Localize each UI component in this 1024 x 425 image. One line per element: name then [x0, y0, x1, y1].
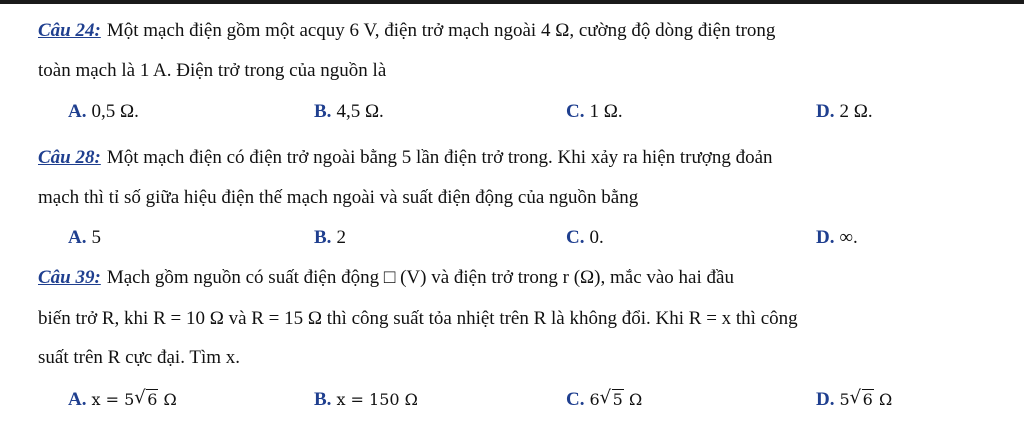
q24-option-b — [314, 100, 384, 124]
math-suffix: Ω — [158, 390, 177, 409]
option-letter: D. — [816, 389, 835, 410]
q39-line2: biến trở R, khi R = 10 Ω và R = 15 Ω thì công suất tỏa nhiệt trên R là không đổi. Khi R = x thì công — [38, 308, 798, 329]
option-letter: C. — [566, 101, 585, 122]
q28-line1 — [38, 146, 773, 170]
math-prefix: 5 — [839, 390, 850, 409]
option-letter: B. — [314, 389, 332, 410]
q28-option-c — [566, 226, 604, 250]
option-letter: B. — [314, 227, 332, 248]
q24-text1: Một mạch điện gồm một acquy 6 V, điện trở mạch ngoài 4 Ω, cường độ dòng điện trong — [106, 20, 776, 41]
option-math — [839, 390, 892, 409]
option-text: 2 — [336, 227, 346, 248]
math-prefix: x = 5 — [91, 390, 135, 409]
q24-option-d — [816, 100, 873, 124]
radicand: 6 — [147, 390, 158, 409]
math-suffix: Ω — [873, 390, 893, 409]
sqrt-sign — [850, 388, 874, 412]
q24-line2: toàn mạch là 1 A. Điện trở trong của nguồn là — [38, 60, 387, 81]
option-letter: D. — [816, 227, 835, 248]
option-letter: A. — [68, 101, 87, 122]
q28-option-d — [816, 226, 858, 250]
q39-text1: Mạch gồm nguồn có suất điện động □ (V) và điện trở trong r (Ω), mắc vào hai đầu — [106, 267, 734, 288]
option-letter: A. — [68, 227, 87, 248]
option-letter: C. — [566, 389, 585, 410]
q39-option-d — [816, 388, 892, 412]
option-math — [91, 390, 176, 409]
option-text: ∞. — [839, 227, 858, 248]
math-suffix: Ω — [623, 390, 643, 409]
math-prefix: 6 — [589, 390, 600, 409]
radicand: 5 — [612, 390, 623, 409]
q28-option-a — [68, 226, 101, 250]
q39-option-a — [68, 388, 177, 412]
option-text: 5 — [91, 227, 101, 248]
option-letter: D. — [816, 101, 835, 122]
q39-line3: suất trên R cực đại. Tìm x. — [38, 347, 241, 368]
q28-text1: Một mạch điện có điện trở ngoài bằng 5 lần điện trở trong. Khi xảy ra hiện trượng đoản — [106, 147, 773, 168]
q39-line1 — [38, 266, 734, 290]
q24-option-c — [566, 100, 623, 124]
sqrt-sign — [600, 388, 624, 412]
sqrt-sign — [134, 388, 158, 412]
option-text: 0,5 Ω. — [91, 101, 139, 122]
q24-option-a — [68, 100, 139, 124]
option-letter: C. — [566, 227, 585, 248]
radicand: 6 — [862, 390, 873, 409]
q24-label: Câu 24: — [38, 20, 101, 41]
option-letter: A. — [68, 389, 87, 410]
option-text: 0. — [589, 227, 604, 248]
q24-line1 — [38, 19, 775, 43]
q28-line2: mạch thì tỉ số giữa hiệu điện thế mạch ngoài và suất điện động của nguồn bằng — [38, 187, 639, 208]
option-text: 4,5 Ω. — [336, 101, 384, 122]
q39-option-c — [566, 388, 642, 412]
option-letter: B. — [314, 101, 332, 122]
q39-label: Câu 39: — [38, 267, 101, 288]
q28-label: Câu 28: — [38, 147, 101, 168]
option-text: 2 Ω. — [839, 101, 873, 122]
q28-option-b — [314, 226, 346, 250]
q39-option-b — [314, 388, 418, 412]
top-border — [0, 0, 1024, 4]
option-text: 1 Ω. — [589, 101, 623, 122]
option-math — [589, 390, 642, 409]
option-math: x = 150 Ω — [336, 390, 418, 409]
